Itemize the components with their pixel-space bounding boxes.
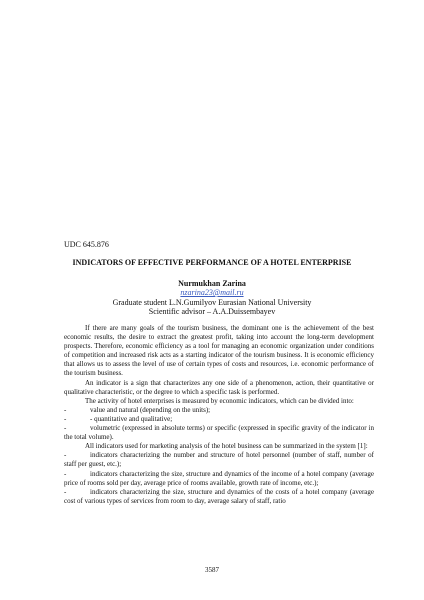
list-item <box>64 470 374 488</box>
paragraph: If there are many goals of the tourism business, the dominant one is the achievement of the best economic results, the desire to extract the greatest profit, taking into account the long-term development prospects. Therefore, economic efficiency as a tool for managing an economic organization under conditions of competition and increased risk acts as a starting indicator of the tourism business. It is economic efficiency that allows us to assess the level of use of certain types of costs and resources, i.e. economic performance of the tourism business. <box>64 324 374 378</box>
scientific-advisor: Scientific advisor – A.A.Duissembayev <box>148 307 276 316</box>
paragraph: An indicator is a sign that characterizes any one side of a phenomenon, action, their quantitative or qualitative characteristic, or the degree to which a specific task is performed. <box>64 378 374 396</box>
paper-title: INDICATORS OF EFFECTIVE PERFORMANCE OF A HOTEL ENTERPRISE <box>72 258 352 267</box>
list-item <box>64 415 374 424</box>
author-email-link[interactable]: nzarina23@mail.ru <box>180 288 244 297</box>
list-item <box>64 406 374 415</box>
list-item-text: indicators characterizing the number and structure of hotel personnel (number of staff, number of staff per guest, etc.); <box>64 451 374 469</box>
list-item <box>64 451 374 469</box>
paragraph: All indicators used for marketing analysis of the hotel business can be summarized in the system [1]: <box>85 442 368 451</box>
list-dash: - <box>64 451 67 460</box>
list-item-text: indicators characterizing the size, structure and dynamics of the costs of a hotel company (average cost of various types of services from room to day, average salary of staff, ratio <box>64 487 374 505</box>
body-text <box>64 324 374 506</box>
list-dash: - <box>64 405 67 414</box>
author-name: Nurmukhan Zarina <box>178 279 246 288</box>
author-affiliation: Graduate student L.N.Gumilyov Eurasian National University <box>112 298 312 307</box>
list-dash: - <box>64 487 67 496</box>
udc-code: UDC 645.876 <box>64 240 109 249</box>
list-item <box>64 424 374 442</box>
list-dash: - <box>64 469 67 478</box>
list-item-text: - quantitative and qualitative; <box>90 414 173 423</box>
list-dash: - <box>64 424 67 433</box>
list-item-text: value and natural (depending on the units); <box>90 405 211 414</box>
list-item-text: indicators characterizing the size, structure and dynamics of the income of a hotel company (average price of rooms sold per day, average price of rooms available, growth rate of income, etc.); <box>64 469 374 487</box>
list-item-text: volumetric (expressed in absolute terms) or specific (expressed in specific gravity of the indicator in the total volume). <box>64 424 374 442</box>
page-number: 3587 <box>205 566 219 574</box>
list-dash: - <box>64 414 67 423</box>
paragraph: The activity of hotel enterprises is measured by economic indicators, which can be divided into: <box>85 396 354 405</box>
list-item <box>64 488 374 506</box>
